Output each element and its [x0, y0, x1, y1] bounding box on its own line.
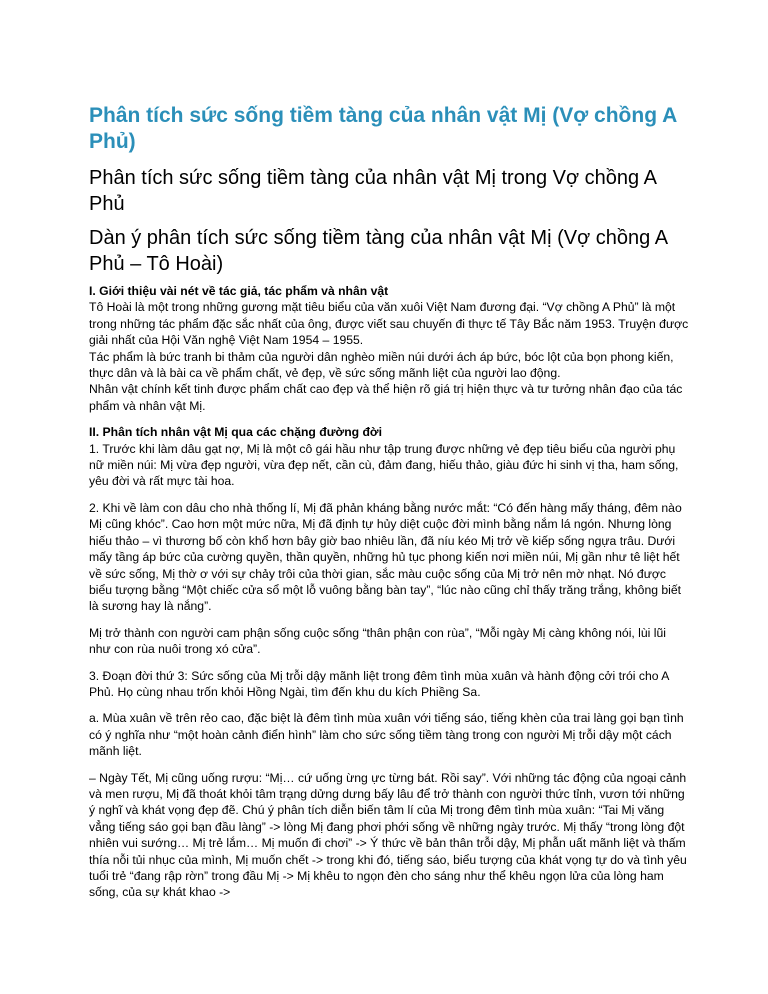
subtitle-outline: Dàn ý phân tích sức sống tiềm tàng của nhân vật Mị (Vợ chồng A Phủ – Tô Hoài)	[89, 227, 667, 275]
paragraph: 1. Trước khi làm dâu gạt nợ, Mị là một cô gái hầu như tập trung được những vẻ đẹp tiêu biểu của người phụ nữ miền núi: Mị vừa đẹp người, vừa đẹp nết, cần cù, đảm đang, hiếu thảo, giàu đức hi sinh vị tha, ham sống, yêu đời và rất mực tài hoa.	[89, 441, 679, 489]
subtitle-analysis: Phân tích sức sống tiềm tàng của nhân vật Mị trong Vợ chồng A Phủ	[89, 167, 656, 215]
paragraph: Mị trở thành con người cam phận sống cuộc sống “thân phận con rùa”, “Mỗi ngày Mị càng không nói, lùi lũi như con rùa nuôi trong xó cửa”.	[89, 625, 666, 657]
section-heading-analysis: II. Phân tích nhân vật Mị qua các chặng đường đời	[89, 425, 382, 440]
paragraph: a. Mùa xuân về trên rẻo cao, đặc biệt là đêm tình mùa xuân với tiếng sáo, tiếng khèn của trai làng gọi bạn tình có ý nghĩa như “một hoàn cảnh điển hình” làm cho sức sống tiềm tàng trong con người Mị trỗi dậy một cách mãnh liệt.	[89, 711, 684, 759]
paragraph: Nhân vật chính kết tinh được phẩm chất cao đẹp và thể hiện rõ giá trị hiện thực và tư tưởng nhân đạo của tác phẩm và nhân vật Mị.	[89, 382, 683, 413]
paragraph: – Ngày Tết, Mị cũng uống rượu: “Mị… cứ uống ừng ực từng bát. Rồi say”. Với những tác động của ngoại cảnh và men rượu, Mị đã thoát khỏi tâm trạng dửng dưng bấy lâu để trở thành con người thức tỉnh, vươn tới những ý nghĩ và khát vọng đẹp đẽ. Chú ý phân tích diễn biến tâm lí của Mị trong đêm tình mùa xuân: “Tai Mị văng vẳng tiếng sáo gọi bạn đầu làng” -> lòng Mị đang phơi phới sống về những ngày trước. Mị thấy “trong lòng đột nhiên vui sướng… Mị trẻ lắm… Mị muốn đi chơi” -> Ý thức về bản thân trỗi dậy, Mị phẫn uất mãnh liệt và thấm thía nỗi tủi nhục của mình, Mị muốn chết -> trong khi đó, tiếng sáo, biểu tượng của khát vọng tự do và tình yêu tuổi trẻ “đang rập rờn” trong đầu Mị -> Mị khêu to ngọn đèn cho sáng như thể khêu ngọn lửa của lòng ham sống, của sự khát khao ->	[89, 770, 687, 900]
document-title: Phân tích sức sống tiềm tàng của nhân vật Mị (Vợ chồng A Phủ)	[89, 104, 677, 153]
paragraph: 3. Đoạn đời thứ 3: Sức sống của Mị trỗi dậy mãnh liệt trong đêm tình mùa xuân và hành động cởi trói cho A Phủ. Họ cùng nhau trốn khỏi Hồng Ngài, tìm đến khu du kích Phiềng Sa.	[89, 668, 669, 699]
paragraph: 2. Khi về làm con dâu cho nhà thống lí, Mị đã phản kháng bằng nước mắt: “Có đến hàng mấy tháng, đêm nào Mị cũng khóc”. Cao hơn một mức nữa, Mị đã định tự hủy diệt cuộc đời mình bằng nắm lá ngón. Nhưng lòng hiếu thảo – vì thương bố còn khổ hơn bây giờ bao nhiêu lần, đã níu kéo Mị trở về kiếp sống ngựa trâu. Dưới mấy tầng áp bức của cường quyền, thần quyền, những hủ tục phong kiến nơi miền núi, Mị gần như tê liệt hết về sức sống, Mị thờ ơ với sự chảy trôi của thời gian, sắc màu cuộc sống của Mị trở nên mờ nhạt. Nó được biểu tượng bằng “Một chiếc cửa sổ một lỗ vuông bằng bàn tay”, “lúc nào cũng chỉ thấy trăng trắng, không biết là sương hay là nắng”.	[89, 500, 682, 614]
paragraph: Tô Hoài là một trong những gương mặt tiêu biểu của văn xuôi Việt Nam đương đại. “Vợ chồng A Phủ” là một trong những tác phẩm đặc sắc nhất của ông, được viết sau chuyến đi thực tế Tây Bắc năm 1953. Truyện được giải nhất của Hội Văn nghệ Việt Nam 1954 – 1955.	[89, 300, 689, 348]
paragraph: Tác phẩm là bức tranh bi thảm của người dân nghèo miền núi dưới ách áp bức, bóc lột của bọn phong kiến, thực dân và là bài ca về phẩm chất, vẻ đẹp, về sức sống mãnh liệt của người lao động.	[89, 349, 674, 381]
section-heading-intro: I. Giới thiệu vài nét về tác giả, tác phẩm và nhân vật	[89, 284, 389, 298]
